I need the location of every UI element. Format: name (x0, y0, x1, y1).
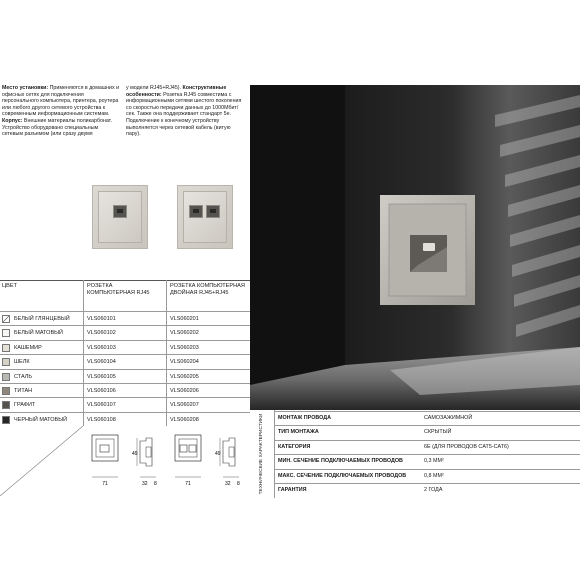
color-swatch (2, 329, 10, 337)
article-single: VLS060105 (87, 373, 116, 380)
article-single: VLS060103 (87, 344, 116, 351)
drawing-double-socket (167, 425, 249, 495)
spec-value: 0,3 ММ² (424, 458, 444, 465)
description-continuation: у модели RJ45+RJ45). (126, 85, 183, 91)
drawing-single-socket (84, 425, 166, 495)
article-single: VLS060108 (87, 416, 116, 423)
spec-value: 0,8 ММ² (424, 472, 444, 479)
dim-height: 49 (132, 451, 138, 457)
dim-depth-2: 8 (154, 481, 157, 487)
color-name: ГРАФИТ (14, 402, 36, 409)
color-name: БЕЛЫЙ МАТОВЫЙ (14, 330, 63, 337)
spec-row (274, 440, 580, 453)
spec-label: ТИП МОНТАЖА (278, 429, 319, 436)
spec-value: 2 ГОДА (424, 487, 443, 493)
article-double: VLS060207 (170, 402, 199, 409)
socket-rj45-image (92, 185, 148, 249)
features-text: Розетка RJ45 совместима с информационными сетями шестого поколения со скоростью передачи данных до 1000Мбит/сек. Также она поддерживает стандарт 5е. Подключение к конечному устройству выполняется через сетевой кабель (витую пару). (126, 91, 242, 138)
spec-label: МАКС. СЕЧЕНИЕ ПОДКЛЮЧАЕМЫХ ПРОВОДОВ (278, 472, 407, 479)
color-name: СТАЛЬ (14, 373, 32, 380)
color-name: ТИТАН (14, 388, 33, 394)
body-text: Внешние материалы поликарбонат. Устройство оборудовано специальным сетевым разъемом (или сразу двумя (2, 117, 112, 138)
technical-specs (250, 410, 580, 498)
specs-divider (274, 410, 275, 498)
spec-label: КАТЕГОРИЯ (278, 443, 311, 450)
color-swatch (2, 358, 10, 366)
article-double: VLS060201 (170, 316, 199, 322)
spec-row (274, 425, 580, 438)
color-swatch (2, 315, 10, 323)
color-swatch (2, 387, 10, 395)
dim-height: 49 (215, 451, 221, 457)
color-name: ШЕЛК (14, 359, 30, 366)
article-double: VLS060205 (170, 373, 199, 380)
spec-label: ГАРАНТИЯ (278, 487, 307, 493)
color-swatch (2, 401, 10, 409)
color-name: ЧЕРНЫЙ МАТОВЫЙ (14, 416, 68, 423)
product-photo (250, 85, 580, 410)
color-swatch (2, 373, 10, 381)
article-single: VLS060106 (87, 388, 116, 394)
spec-value: 6Е (ДЛЯ ПРОВОДОВ CAT5-CAT6) (424, 443, 509, 450)
install-label: Место установки: (2, 85, 49, 91)
article-double: VLS060203 (170, 344, 199, 351)
rj45-port-icon (423, 243, 435, 251)
column-divider (166, 280, 167, 426)
article-double: VLS060208 (170, 416, 199, 423)
rj45-port-icon (113, 205, 127, 218)
corner-diagonal-line (0, 426, 83, 496)
table-top-rule (0, 280, 250, 281)
spec-label: МОНТАЖ ПРОВОДА (278, 415, 331, 421)
dim-depth-2: 8 (237, 481, 240, 487)
column-divider (83, 280, 84, 426)
spec-value: САМОЗАЖИМНОЙ (424, 415, 473, 421)
install-text: Применяются в домашних и офисных сетях для подключения персонального компьютера, принтера, роутера или любого другого сетевого устройства к современным информационным системам. (2, 85, 120, 118)
dim-depth: 32 (225, 481, 231, 487)
spec-row (274, 483, 580, 496)
specs-side-label: ТЕХНИЧЕСКИЕ ХАРАКТЕРИСТИКИ (259, 413, 265, 495)
spec-label: МИН. СЕЧЕНИЕ ПОДКЛЮЧАЕМЫХ ПРОВОДОВ (278, 458, 403, 465)
dim-depth: 32 (142, 481, 148, 487)
article-single: VLS060101 (87, 316, 116, 322)
features-label: Конструктивные особенности: (126, 85, 227, 98)
article-double: VLS060206 (170, 388, 199, 394)
article-double: VLS060202 (170, 330, 199, 337)
socket-double-rj45-image (177, 185, 233, 249)
spec-row (274, 454, 580, 467)
description-column-1 (2, 85, 120, 138)
rj45-port-icon (189, 205, 203, 218)
article-double: VLS060204 (170, 359, 199, 366)
color-name: БЕЛЫЙ ГЛЯНЦЕВЫЙ (14, 316, 70, 322)
color-swatch (2, 416, 10, 424)
rj45-port-icon (206, 205, 220, 218)
spec-row (274, 411, 580, 424)
spec-row (274, 469, 580, 482)
spec-value: СКРЫТЫЙ (424, 429, 452, 436)
description-column-2 (126, 85, 244, 138)
body-label: Корпус: (2, 117, 23, 124)
article-single: VLS060102 (87, 330, 116, 337)
article-single: VLS060104 (87, 359, 116, 366)
header-color: ЦВЕТ (2, 283, 18, 289)
dim-width: 71 (102, 481, 108, 487)
header-double-socket: РОЗЕТКА КОМПЬЮТЕРНАЯ ДВОЙНАЯ RJ45+RJ45 (170, 283, 245, 296)
dim-width: 71 (185, 481, 191, 487)
article-single: VLS060107 (87, 402, 116, 409)
color-name: КАШЕМИР (14, 344, 42, 351)
header-single-socket: РОЗЕТКА КОМПЬЮТЕРНАЯ RJ45 (87, 283, 150, 296)
color-swatch (2, 344, 10, 352)
